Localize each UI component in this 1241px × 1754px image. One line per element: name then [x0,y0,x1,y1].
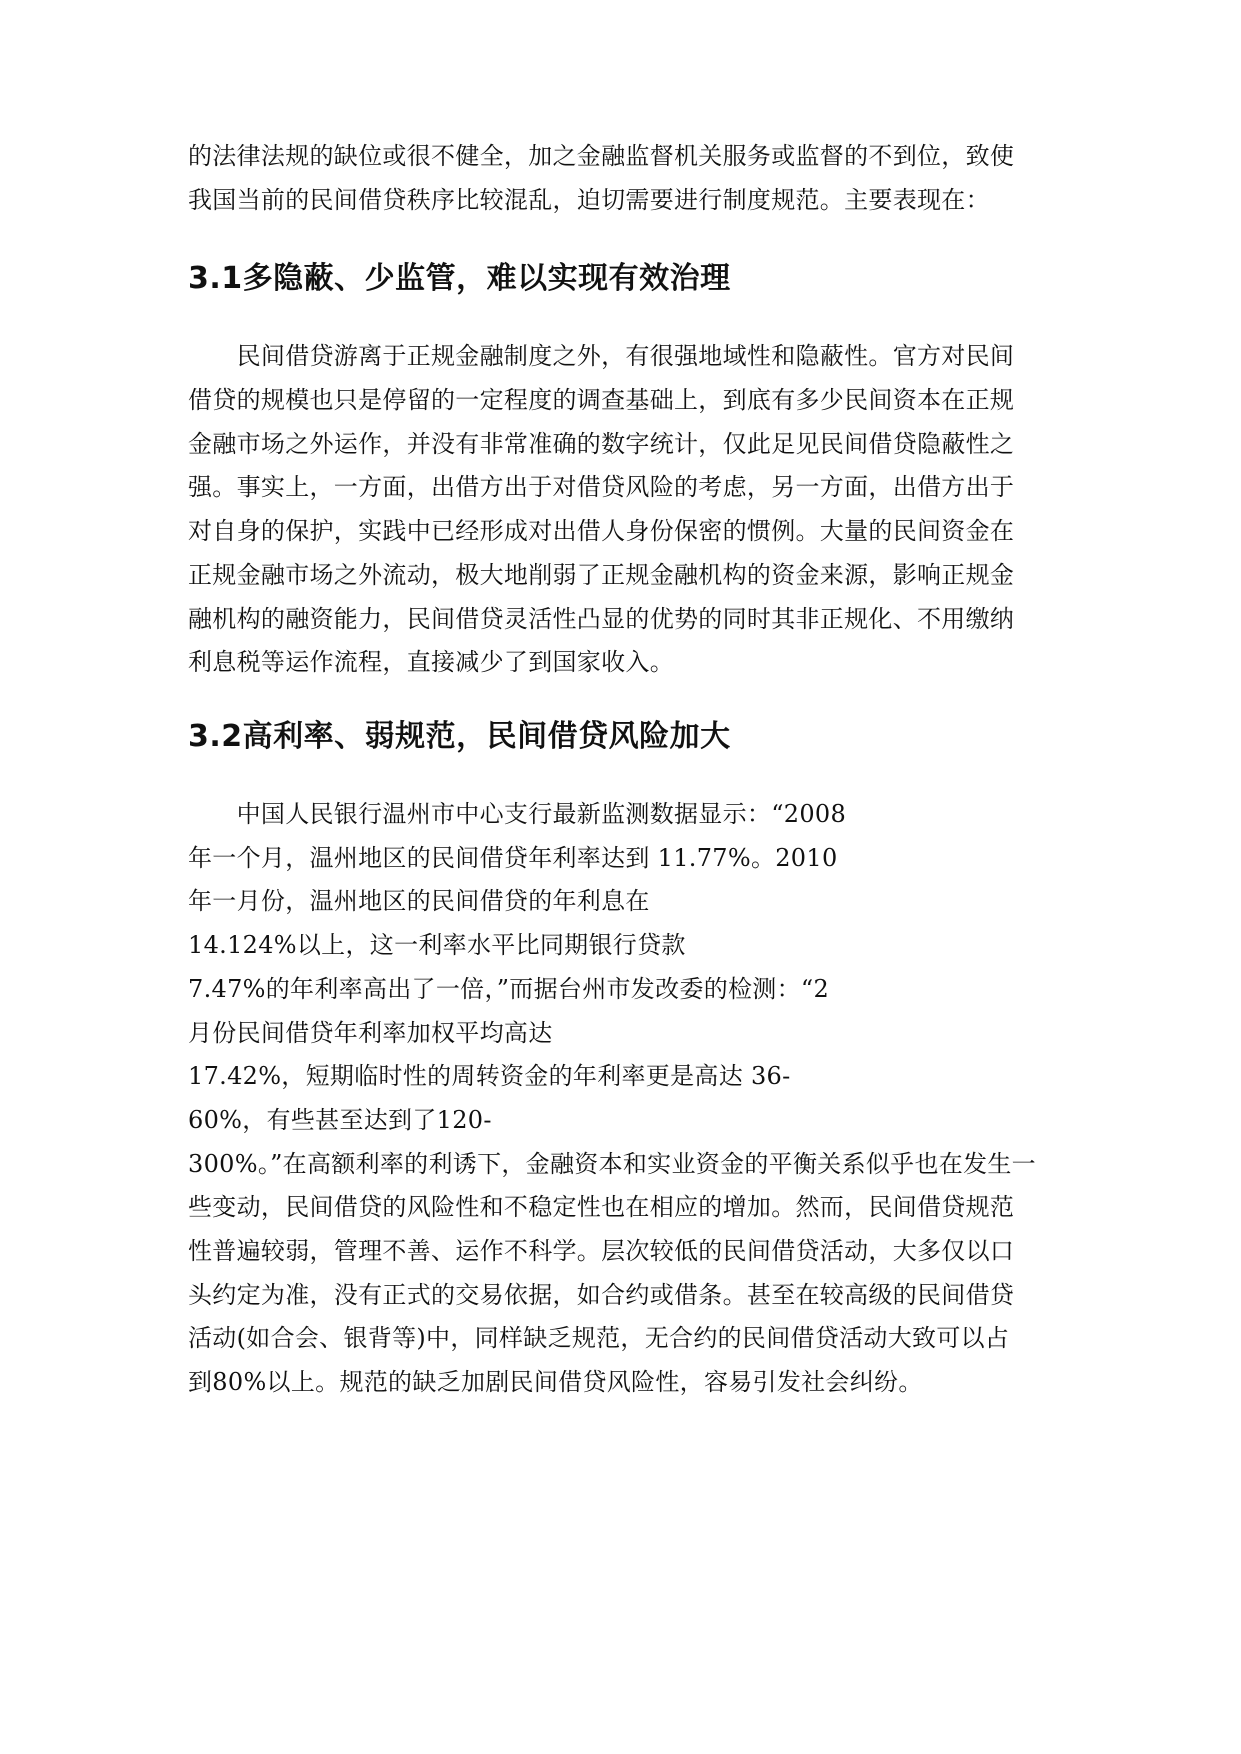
section2-line-4: 14.124%以上，这一利率水平比同期银行贷款 [188,931,686,959]
section2-line-3: 年一月份，温州地区的民间借贷的年利息在 [188,887,650,915]
intro-line-2: 我国当前的民间借贷秩序比较混乱，迫切需要进行制度规范。主要表现在： [188,186,990,214]
section1-line-8: 利息税等运作流程，直接减少了到国家收入。 [188,648,674,676]
section2-line-8: 60%，有些甚至达到了120- [188,1106,492,1134]
section1-line-6: 正规金融市场之外流动，极大地削弱了正规金融机构的资金来源，影响正规金 [188,561,1015,589]
intro-line-1: 的法律法规的缺位或很不健全，加之金融监督机关服务或监督的不到位，致使 [188,142,1015,170]
section2-line-7: 17.42%，短期临时性的周转资金的年利率更是高达 36- [188,1062,791,1090]
section1-line-5: 对自身的保护，实践中已经形成对出借人身份保密的惯例。大量的民间资金在 [188,517,1015,545]
section-heading-3-2: 3.2高利率、弱规范，民间借贷风险加大 [188,719,731,754]
section1-line-1: 民间借贷游离于正规金融制度之外，有很强地域性和隐蔽性。官方对民间 [188,342,1015,370]
section2-line-12: 头约定为准，没有正式的交易依据，如合约或借条。甚至在较高级的民间借贷 [188,1281,1015,1309]
section2-line-1: 中国人民银行温州市中心支行最新监测数据显示：“2008 [188,800,847,828]
section1-line-3: 金融市场之外运作，并没有非常准确的数字统计，仅此足见民间借贷隐蔽性之 [188,430,1015,458]
section2-line-9: 300%。”在高额利率的利诱下，金融资本和实业资金的平衡关系似乎也在发生一 [188,1150,1036,1178]
section2-line-13: 活动(如合会、银背等)中，同样缺乏规范，无合约的民间借贷活动大致可以占 [188,1324,1010,1352]
section2-line-11: 性普遍较弱，管理不善、运作不科学。层次较低的民间借贷活动，大多仅以口 [188,1237,1015,1265]
section2-line-10: 些变动，民间借贷的风险性和不稳定性也在相应的增加。然而，民间借贷规范 [188,1193,1015,1221]
section1-line-2: 借贷的规模也只是停留的一定程度的调查基础上，到底有多少民间资本在正规 [188,386,1015,414]
section2-line-6: 月份民间借贷年利率加权平均高达 [188,1019,553,1047]
section2-line-5: 7.47%的年利率高出了一倍，”而据台州市发改委的检测：“2 [188,975,830,1003]
section2-line-2: 年一个月，温州地区的民间借贷年利率达到 11.77%。2010 [188,844,838,872]
section1-line-7: 融机构的融资能力，民间借贷灵活性凸显的优势的同时其非正规化、不用缴纳 [188,605,1015,633]
section-heading-3-1: 3.1多隐蔽、少监管，难以实现有效治理 [188,261,731,296]
section1-line-4: 强。事实上，一方面，出借方出于对借贷风险的考虑，另一方面，出借方出于 [188,473,1015,501]
section2-line-14: 到80%以上。规范的缺乏加剧民间借贷风险性，容易引发社会纠纷。 [188,1368,923,1396]
